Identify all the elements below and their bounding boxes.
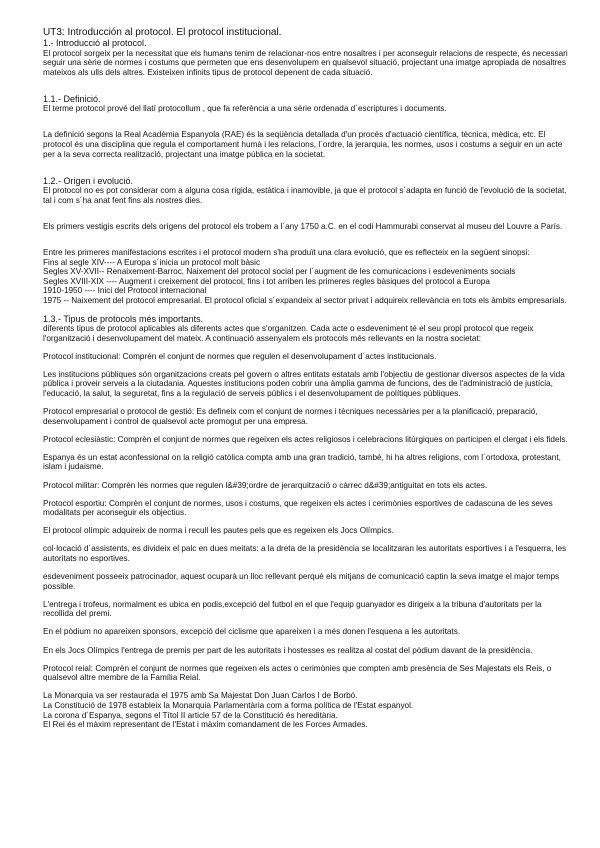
section-heading-introduccio: 1.- Introducció al protocol. <box>43 38 147 48</box>
paragraph-origen-2: Els primers vestigis escrits dels orígens del protocol els trobem a l´any 1750 a.C. en el codi Hammurabi conservat al museu del Louvre a París. <box>43 221 563 231</box>
monarquia-item: El Rei és el màxim representant de l'Estat i màxim comandament de les Forces Armades. <box>43 720 368 730</box>
paragraph-espanya-religio: Espanya és un estat aconfessional on la religió catòlica compta amb una gran tradició, també, hi ha altres religions, com l´ortodoxa, protestant, islam i judaisme. <box>43 452 561 472</box>
paragraph-institucions-publiques: Les institucions públiques són organitzacions creats pel govern o altres entitats estatals amb l'objectiu de gestionar diversos aspectes de la vida pública i proveir serveis a la ciutadania. Aquestes institucions poden cobrir una àmplia gamma de funcions, des de l'administració de justícia, l'educació, la salut, la seguretat, fins a la regulació de serveis públics i el desenvolupament de polítiques públiques. <box>43 369 565 398</box>
monarquia-item: La Constitució de 1978 estableix la Monarquia Parlamentària com a forma política de l'Estat espanyol. <box>43 700 414 710</box>
paragraph-definicio-2: La definició segons la Real Acadèmia Espanyola (RAE) és la seqüència detallada d'un procés d'actuació científica, tècnica, mèdica, etc. El protocol és una disciplina que regula el comportament humà i les relacions, l´ordre, la jerarquia, les normes, usos i costums a seguir en un acte per a la seva correcta realització, projectant una imatge pública en la societat. <box>43 130 563 159</box>
paragraph-protocol-olimpic: El protocol olímpic adquireix de norma i recull les pautes pels que es regeixen els Jocs Olímpics. <box>43 526 394 536</box>
timeline-item: Fins al segle XIV---- A Europa s´inicia un protocol molt bàsic <box>43 257 261 267</box>
paragraph-tipus-intro: diferents tipus de protocol aplicables als diferents actes que s'organitzen. Cada acte o esdeveniment té el seu propi protocol que regeix l'organització i desenvolupament del mateix. A continuació assenyalem els protocols més rellevants en la nostra societat: <box>43 324 534 343</box>
paragraph-protocol-esportiu: Protocol esportiu: Comprèn el conjunt de normes, usos i costums, que regeixen els actes i cerimònies esportives de cadascuna de les seves modalitats per aconseguir els objectius. <box>43 498 553 518</box>
paragraph-origen-3: Entre les primeres manifestacions escrites i el protocol modern s'ha produït una clara evolució, que es reflecteix en la següent sinopsi: <box>43 247 530 257</box>
paragraph-entrega: L'entrega i trofeus, normalment es ubica en podis,excepció del futbol en el que l'equip guanyador es dirigeix a la tribuna d'autoritats per la recollida del premi. <box>43 599 542 619</box>
paragraph-protocol-eclesiastic: Protocol eclesiàstic: Comprèn el conjunt de normes que regeixen els actes religiosos i celebracions litúrgiques on participen el clergat i els fidels. <box>43 434 568 444</box>
paragraph-protocol-militar: Protocol militar: Comprèn les normes que regulen l&#39;ordre de jerarquització o càrrec d&#39;antiguitat en tots els actes. <box>43 480 488 490</box>
monarquia-item: La Monarquia va ser restaurada el 1975 amb Sa Majestat Don Juan Carlos I de Borbó. <box>43 691 358 701</box>
paragraph-protocol-empresarial: Protocol empresarial o protocol de gestió: Es defineix com el conjunt de normes i tècniques necessàries per a la planificació, preparació, desenvolupament i control de qualsevol acte promogut per una empresa. <box>43 407 538 426</box>
paragraph-collocacio: col·locació d´assistents, es divideix el palc en dues meitats: a la dreta de la presidència se localitzaran les autoritats esportives i a l'esquerra, les autoritats no esportives. <box>43 544 567 563</box>
paragraph-introduccio: El protocol sorgeix per la necessitat que els humans tenim de relacionar-nos entre nosaltres i per aconseguir relacions de respecte, és necessari seguir una sèrie de normes i costums que permeten que ens desenvolupem en qualsevol situació, projectant una imatge apropiada de nosaltres mateixos als ulls dels altres. Existeixen infinits tipus de protocol depenent de cada situació. <box>43 48 568 77</box>
paragraph-origen-1: El protocol no es pot considerar com a alguna cosa rígida, estàtica i inamovible, ja que el protocol s´adapta en funció de l'evolució de la societat, tal i com s´ha anat fent fins als nostres dies. <box>43 186 567 205</box>
paragraph-jocs-olimpics: En els Jocs Olímpics l'entrega de premis per part de les autoritats i hostesses es realitza al costat del pòdium davant de la presidència. <box>43 645 533 655</box>
paragraph-definicio-1: El terme protocol prové del llatí protocollum , que fa referència a una sèrie ordenada d´escriptures i documents. <box>43 104 447 114</box>
paragraph-protocol-institucional: Protocol institucional: Comprèn el conjunt de normes que regulen el desenvolupament d´actes institucionals. <box>43 351 437 361</box>
paragraph-esdeveniment: esdeveniment posseeix patrocinador, aquest ocuparà un lloc rellevant perquè els mitjans de comunicació captin la seva imatge el major temps possible. <box>43 572 560 591</box>
section-heading-origen: 1.2.- Origen i evolució. <box>43 175 134 186</box>
monarquia-item: La corona d´Espanya, segons el Títol II article 57 de la Constitució és hereditària. <box>43 710 338 720</box>
timeline-list <box>43 258 572 306</box>
timeline-item: 1910-1950 ---- Inici del Protocol internacional <box>43 286 207 296</box>
paragraph-protocol-reial: Protocol reial: Comprèn el conjunt de normes que regeixen els actes o cerimònies que compten amb presència de Ses Majestats els Reis, o qualsevol altre membre de la Família Reial. <box>43 663 552 683</box>
section-heading-definicio: 1.1.- Definició. <box>43 93 101 104</box>
timeline-item: Segles XVIII-XIX ---- Augment i creixement del protocol, fins i tot arriben les primeres regles bàsiques del protocol a Europa <box>43 276 490 286</box>
timeline-item: 1975 -- Naixement del protocol empresarial. El protocol oficial s´expandeix al sector privat i adquireix rellevància en tots els àmbits empresarials. <box>43 295 567 305</box>
page-title: UT3: Introducción al protocol. El protocol institucional. <box>43 27 282 38</box>
section-heading-tipus: 1.3.- Tipus de protocols més importants. <box>43 313 204 324</box>
paragraph-podium: En el pòdium no apareixen sponsors, excepció del ciclisme que apareixen i a més donen l'esquena a les autoritats. <box>43 627 461 637</box>
timeline-item: Segles XV-XVII-- Renaixement-Barroc. Naixement del protocol social per l´augment de les comunicacions i esdeveniments socials <box>43 267 516 277</box>
monarquia-list <box>43 691 572 729</box>
